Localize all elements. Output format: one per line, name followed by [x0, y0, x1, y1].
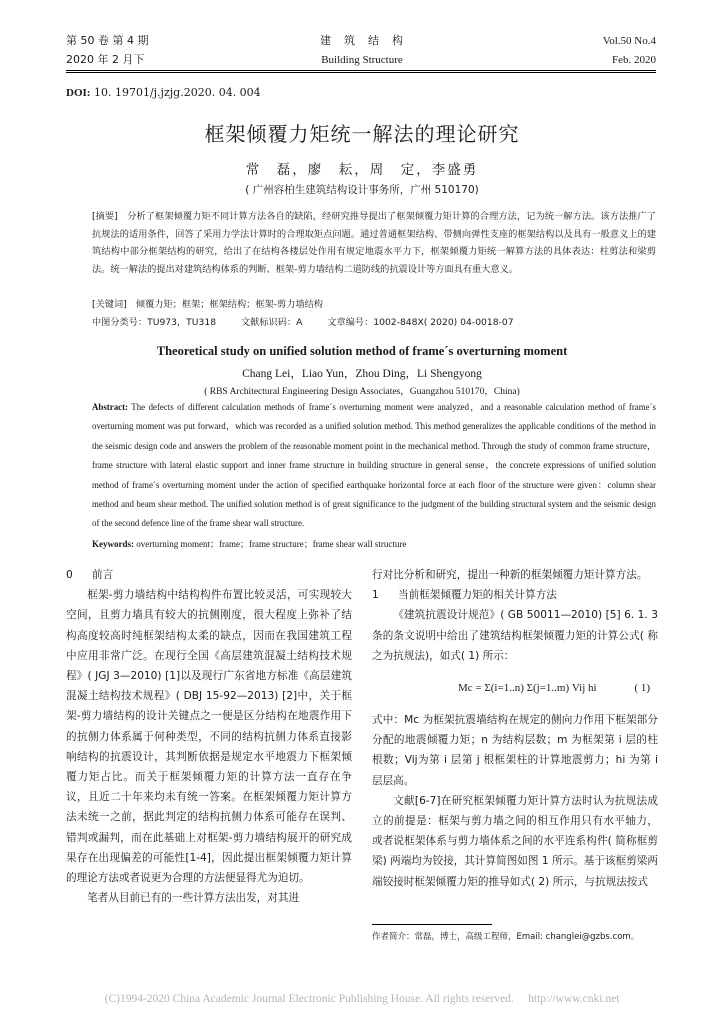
author-footnote: 作者简介：常磊，博士，高级工程师，Email: changlei@gzbs.com。 [372, 932, 640, 942]
doi-label: DOI: [66, 87, 91, 99]
footnote-rule [372, 924, 492, 925]
authors-cn: 常 磊，廖 耘，周 定，李盛勇 [245, 162, 479, 178]
keywords-cn-label: [关键词] [92, 299, 127, 310]
abstract-en [92, 398, 656, 534]
copyright-notice: (C)1994-2020 China Academic Journal Electronic Publishing House. All rights reserved. http://www.cnki.net [104, 993, 620, 1005]
clc-number: 中图分类号：TU973，TU318 [92, 317, 217, 328]
keywords-en-label: Keywords: [92, 539, 134, 549]
header-rule-top [66, 70, 656, 71]
keywords-en [92, 537, 656, 550]
paragraph-variable-definitions: 式中：Mc 为框架抗震墙结构在规定的侧向力作用下框架部分分配的地震倾覆力矩；n 为结构层数；m 为框架第 i 层的柱根数；Vij为第 i 层第 j 根框架柱的计算地震剪力；hi 为第 i 层层高。 [372, 714, 658, 787]
abstract-cn-label: [摘要] [92, 211, 118, 222]
volume-issue-cn: 第 50 卷 第 4 期 [66, 34, 149, 47]
section-1-number: 1 [372, 589, 379, 602]
paragraph-intro-2-cont: 行对比分析和研究，提出一种新的框架倾覆力矩计算方法。 [372, 569, 648, 581]
keywords-en-text: overturning moment；frame；frame structure；frame shear wall structure [134, 539, 407, 549]
equation-1-body: Mc = Σ(i=1..n) Σ(j=1..m) Vij hi [458, 682, 597, 695]
affiliation-en: ( RBS Architectural Engineering Design Associates，Guangzhou 510170，China) [204, 387, 520, 397]
section-0-number: 0 [66, 569, 73, 581]
journal-name-cn: 建 筑 结 构 [320, 34, 404, 47]
right-column [372, 565, 658, 892]
abstract-cn [92, 208, 656, 278]
paragraph-intro-2: 笔者从目前已有的一些计算方法出发，对其进 [87, 892, 300, 905]
section-0-title: 前言 [92, 569, 114, 581]
journal-name-en: Building Structure [321, 54, 403, 66]
doi-value: 10. 19701/j.jzjg.2020. 04. 004 [93, 86, 261, 99]
title-en: Theoretical study on unified solution method of frame´s overturning moment [156, 344, 568, 358]
keywords-cn-text: 倾覆力矩；框架；框架结构；框架-剪力墙结构 [126, 299, 323, 310]
abstract-en-text: The defects of different calculation methods of frame´s overturning moment were analyzed，and a reasonable calculation method of frame´s overturning moment was put forward，which was recorded as a unified solution method. This method generalizes the applicable conditions of the method in the seismic design code and answers the problem of the reasonable moment point in the mechanical method. Through the study of common frame structure，frame structure with lateral elastic support and inner frame structure in building structure in general sense，the concrete expressions of unified solution method of frame´s overturning moment under the action of specified earthquake horizontal force at each floor of the structure were given：column shear method and beam shear method. The unified solution method is of great significance to the judgment of the building structural system and the seismic design of the second defence line of the frame shear wall structure. [92, 402, 656, 529]
section-0-heading [66, 565, 352, 585]
authors-en: Chang Lei，Liao Yun，Zhou Ding，Li Shengyong [242, 368, 482, 380]
paragraph-code-formula: 《建筑抗震设计规范》( GB 50011—2010) [5] 6. 1. 3 条的条文说明中给出了建筑结构框架倾覆力矩的计算公式( 称之为抗规法)，如式( 1) 所示： [372, 609, 658, 662]
paragraph-literature-review: 文献[6-7]在研究框架倾覆力矩计算方法时认为抗规法成立的前提是：框架与剪力墙之间的相互作用只有水平轴力，或者说框架体系与剪力墙体系之间的水平连系构件( 简称框剪梁) 两端均为铰接，其计算简图如图 1 所示。基于该框剪梁两端铰接时框架倾覆力矩的推导如式( 2) 所示，与抗规法按式 [372, 794, 658, 888]
abstract-en-label: Abstract: [92, 402, 128, 412]
date-cn: 2020 年 2 月下 [66, 53, 145, 66]
paragraph-intro-1: 框架-剪力墙结构中结构构件布置比较灵活，可实现较大空间，且剪力墙具有较大的抗侧刚度，很大程度上弥补了结构高度较高时纯框架结构太柔的缺点，因而在我国建筑工程中应用非常广泛。在现行全国《高层建筑混凝土结构技术规程》( JGJ 3—2010) [1]以及现行广东省地方标准《高层建筑混凝土结构技术规程》( DBJ 15-92—2013) [2]中，关于框架-剪力墙结构的设计关键点之一便是区分结构在地震作用下的抗侧力体系属于何种类型，不同的结构抗侧力体系直接影响结构的抗震设计，其判断依据是规定水平地震力下框架倾覆力矩占比。而关于框架倾覆力矩的计算方法一直存在争议，且近二十年来均未有统一答案。在框架倾覆力矩计算方法未统一之前，据此判定的结构抗侧力体系可能存在误判、错判或漏判，而在此基础上对框架-剪力墙结构展开的研究成果存在出现偏差的可能性[1-4]，因此提出框架倾覆力矩计算的理论方法或者说更为合理的方法便显得尤为迫切。 [66, 589, 352, 885]
document-code: 文献标识码：A [240, 317, 303, 328]
classification-line [92, 314, 656, 332]
affiliation-cn: ( 广州容柏生建筑结构设计事务所，广州 510170) [245, 184, 479, 196]
volume-issue-en: Vol.50 No.4 [602, 35, 656, 47]
article-number: 文章编号：1002-848X( 2020) 04-0018-07 [327, 317, 514, 328]
title-cn: 框架倾覆力矩统一解法的理论研究 [204, 122, 520, 146]
section-1-heading [372, 585, 658, 605]
date-en: Feb. 2020 [612, 54, 656, 66]
keywords-cn [92, 296, 656, 314]
abstract-cn-text: 分析了框架倾覆力矩不同计算方法各自的缺陷，经研究推导提出了框架倾覆力矩计算的合理方法，记为统一解方法。该方法推广了抗规法的适用条件，回答了采用力学法计算时的合理取矩点问题。通过普通框架结构、带侧向弹性支座的框架结构以及具有一般意义上的建筑结构中部分框架结构的研究，给出了在结构各楼层处作用有规定地震水平力下，框架倾覆力矩统一解算方法的具体表达：柱剪法和梁剪法。统一解法的提出对建筑结构体系的判断、框架-剪力墙结构二道防线的抗震设计等方面具有重大意义。 [92, 211, 657, 275]
doi-line [66, 86, 261, 99]
equation-1 [372, 666, 658, 710]
equation-1-number: ( 1) [634, 682, 650, 695]
left-column [66, 565, 352, 908]
section-1-title: 当前框架倾覆力矩的相关计算方法 [398, 589, 557, 602]
header-rule-bottom [66, 72, 656, 73]
